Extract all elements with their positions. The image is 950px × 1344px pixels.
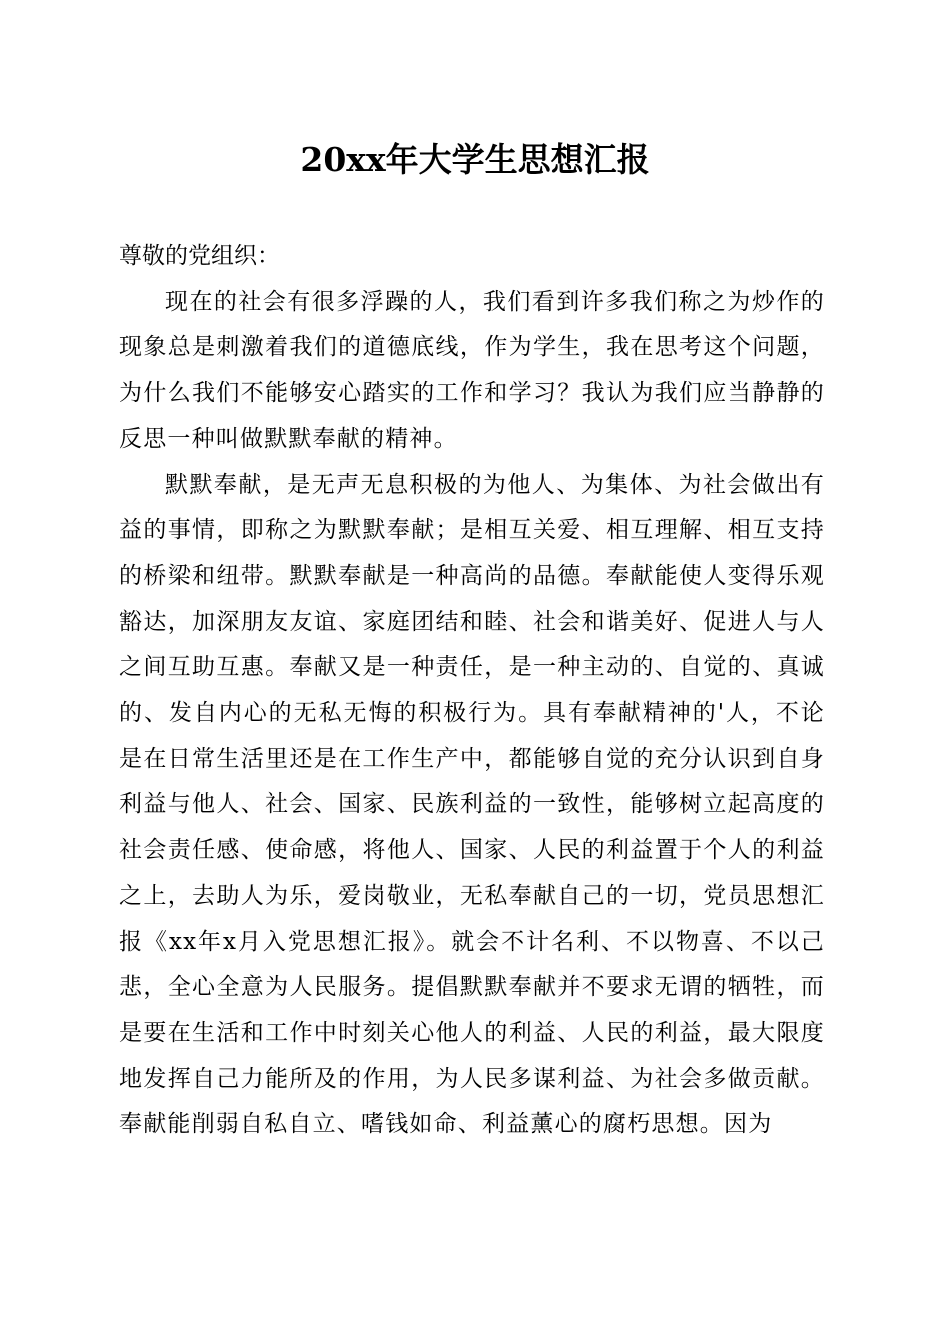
salutation: 尊敬的党组织： [119,243,280,269]
paragraph-2: 默默奉献，是无声无息积极的为他人、为集体、为社会做出有益的事情，即称之为默默奉献；是相互关爱、相互理解、相互支持的桥梁和纽带。默默奉献是一种高尚的品德。奉献能使人变得乐观豁达，加深朋友友谊、家庭团结和睦、社会和谐美好、促进人与人之间互助互惠。奉献又是一种责任，是一种主动的、自觉的、真诚的、发自内心的无私无悔的积极行为。具有奉献精神的'人，不论是在日常生活里还是在工作生产中，都能够自觉的充分认识到自身利益与他人、社会、国家、民族利益的一致性，能够树立起高度的社会责任感、使命感，将他人、国家、人民的利益置于个人的利益之上，去助人为乐，爱岗敬业，无私奉献自己的一切，党员思想汇报《xx年x月入党思想汇报》。就会不计名利、不以物喜、不以己悲，全心全意为人民服务。提倡默默奉献并不要求无谓的牺牲，而是要在生活和工作中时刻关心他人的利益、人民的利益，最大限度地发挥自己力能所及的作用，为人民多谋利益、为社会多做贡献。奉献能削弱自私自立、嗜钱如命、利益薰心的腐朽思想。因为 [119,471,825,1138]
document-title: 20xx年大学生思想汇报 [300,140,650,179]
document-body [119,234,825,1148]
paragraph-1: 现在的社会有很多浮躁的人，我们看到许多我们称之为炒作的现象总是刺激着我们的道德底线，作为学生，我在思考这个问题，为什么我们不能够安心踏实的工作和学习？我认为我们应当静静的反思一种叫做默默奉献的精神。 [119,288,825,452]
